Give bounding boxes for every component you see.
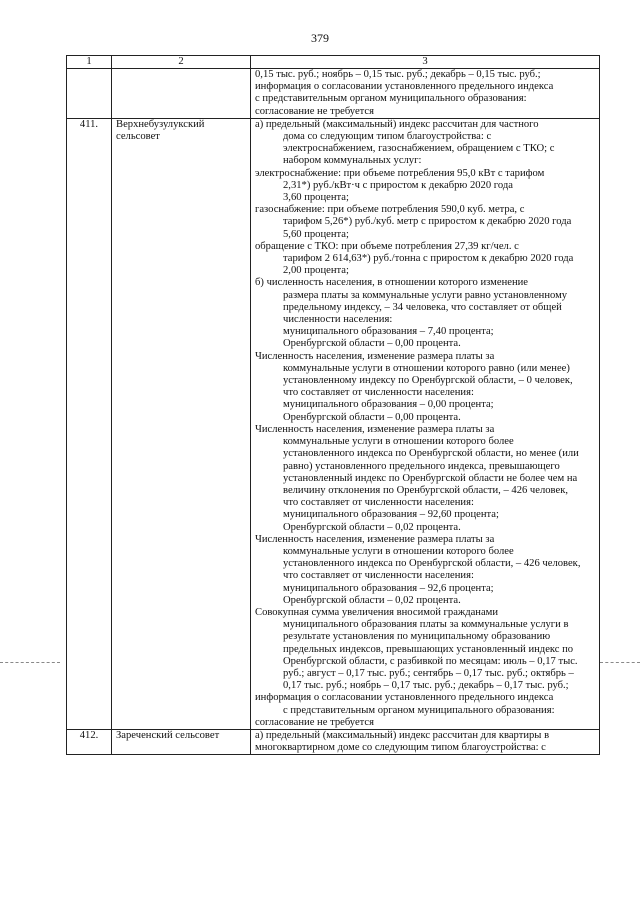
text-line: руб.; август – 0,17 тыс. руб.; сентябрь – 0,17 тыс. руб.; октябрь –	[283, 667, 574, 679]
text-line: коммунальные услуги в отношении которого более	[283, 436, 514, 448]
text-line: а) предельный (максимальный) индекс рассчитан для квартиры в	[255, 729, 550, 741]
text-line: Оренбургской области – 0,02 процента.	[283, 594, 461, 606]
text-line: Численность населения, изменение размера платы за	[255, 423, 495, 435]
text-line: Оренбургской области – 0,00 процента.	[283, 338, 461, 350]
row-number: 411.	[67, 118, 112, 729]
scan-artifact-line-right	[600, 662, 640, 663]
text-line: 0,17 тыс. руб.; ноябрь – 0,17 тыс. руб.; декабрь – 0,17 тыс. руб.;	[283, 680, 569, 692]
text-line: установленный индекс по Оренбургской области не более чем на	[283, 472, 578, 484]
table-row-continuation	[67, 69, 600, 119]
text-line: Оренбургской области – 0,02 процента.	[283, 521, 461, 533]
row-number: 412.	[67, 729, 112, 754]
text-line: установленного индекса по Оренбургской области, – 426 человек,	[283, 558, 581, 570]
table-row-412	[67, 729, 600, 754]
text-line: согласование не требуется	[255, 716, 375, 728]
text-line: б) численность населения, в отношении которого изменение	[255, 277, 528, 289]
table-header-row	[67, 56, 600, 69]
text-line: результате установления по муниципальному образованию	[283, 631, 551, 643]
text-line: что составляет от численности населения:	[283, 387, 474, 399]
text-line: муниципального образования – 7,40 процента;	[283, 326, 494, 338]
text-line: Совокупная сумма увеличения вносимой гражданами	[255, 606, 499, 618]
page-number: 379	[311, 31, 329, 45]
text-line: муниципального образования – 92,6 процента;	[283, 582, 494, 594]
text-line: многоквартирном доме со следующим типом благоустройства: с	[255, 742, 546, 754]
text-line: численности населения:	[283, 314, 393, 326]
text-line: 2,00 процента;	[283, 265, 349, 277]
text-line: Оренбургской области, с разбивкой по месяцам: июль – 0,17 тыс.	[283, 655, 578, 667]
text-line: с представительным органом муниципального образования:	[283, 704, 555, 716]
text-line: газоснабжение: при объеме потребления 590,0 куб. метра, с	[255, 204, 525, 216]
text-line: муниципального образования – 92,60 процента;	[283, 509, 499, 521]
text-line: с представительным органом муниципального образования:	[255, 93, 527, 105]
text-line: Оренбургской области – 0,00 процента.	[283, 411, 461, 423]
text-line: дома со следующим типом благоустройства: с	[283, 131, 492, 143]
text-line: электроснабжение: при объеме потребления 95,0 кВт с тарифом	[255, 167, 545, 179]
header-col-2: 2	[112, 56, 251, 69]
table-row-411	[67, 118, 600, 729]
document-table	[66, 55, 600, 755]
text-line: электроснабжением, газоснабжением, обращением с ТКО; с	[283, 143, 555, 155]
text-line: согласование не требуется	[255, 105, 375, 117]
text-line: тарифом 5,26*) руб./куб. метр с приростом к декабрю 2020 года	[283, 216, 572, 228]
text-line: равно) установленного предельного индекса, превышающего	[283, 460, 560, 472]
text-line: размера платы за коммунальные услуги равно установленному	[283, 289, 568, 301]
text-line: что составляет от численности населения:	[283, 497, 474, 509]
text-line: 0,15 тыс. руб.; ноябрь – 0,15 тыс. руб.; декабрь – 0,15 тыс. руб.;	[255, 69, 541, 80]
text-line: установленного индекса по Оренбургской области, но менее (или	[283, 448, 579, 460]
settlement-name: Верхнебузулукский сельсовет	[112, 118, 251, 729]
text-line: муниципального образования – 0,00 процента;	[283, 399, 494, 411]
text-line: тарифом 2 614,63*) руб./тонна с приростом к декабрю 2020 года	[283, 253, 574, 265]
text-line: коммунальные услуги в отношении которого более	[283, 545, 514, 557]
text-line: информация о согласовании установленного предельного индекса	[255, 81, 554, 93]
text-line: что составляет от численности населения:	[283, 570, 474, 582]
text-line: Численность населения, изменение размера платы за	[255, 350, 495, 362]
text-line: 5,60 процента;	[283, 228, 349, 240]
text-line: предельных индексов, превышающих установленный индекс по	[283, 643, 574, 655]
header-col-3: 3	[251, 56, 600, 69]
continuation-text-cell	[251, 69, 600, 119]
text-line: набором коммунальных услуг:	[283, 155, 422, 167]
text-line: установленному индексу по Оренбургской области, – 0 человек,	[283, 375, 573, 387]
row-411-text	[251, 118, 600, 729]
settlement-name: Зареченский сельсовет	[112, 729, 251, 754]
continuation-name-cell	[112, 69, 251, 119]
continuation-number-cell	[67, 69, 112, 119]
text-line: коммунальные услуги в отношении которого равно (или менее)	[283, 362, 570, 374]
text-line: а) предельный (максимальный) индекс рассчитан для частного	[255, 118, 539, 130]
text-line: предельному индексу, – 34 человека, что составляет от общей	[283, 301, 562, 313]
row-412-text	[251, 729, 600, 754]
text-line: информация о согласовании установленного предельного индекса	[255, 692, 554, 704]
text-line: муниципального образования платы за коммунальные услуги в	[283, 619, 569, 631]
scan-artifact-line-left	[0, 662, 60, 663]
header-col-1: 1	[67, 56, 112, 69]
text-line: обращение с ТКО: при объеме потребления 27,39 кг/чел. с	[255, 240, 519, 252]
text-line: 2,31*) руб./кВт·ч с приростом к декабрю 2020 года	[283, 179, 513, 191]
text-line: 3,60 процента;	[283, 192, 349, 204]
text-line: величину отклонения по Оренбургской области, – 426 человек,	[283, 484, 568, 496]
text-line: Численность населения, изменение размера платы за	[255, 533, 495, 545]
